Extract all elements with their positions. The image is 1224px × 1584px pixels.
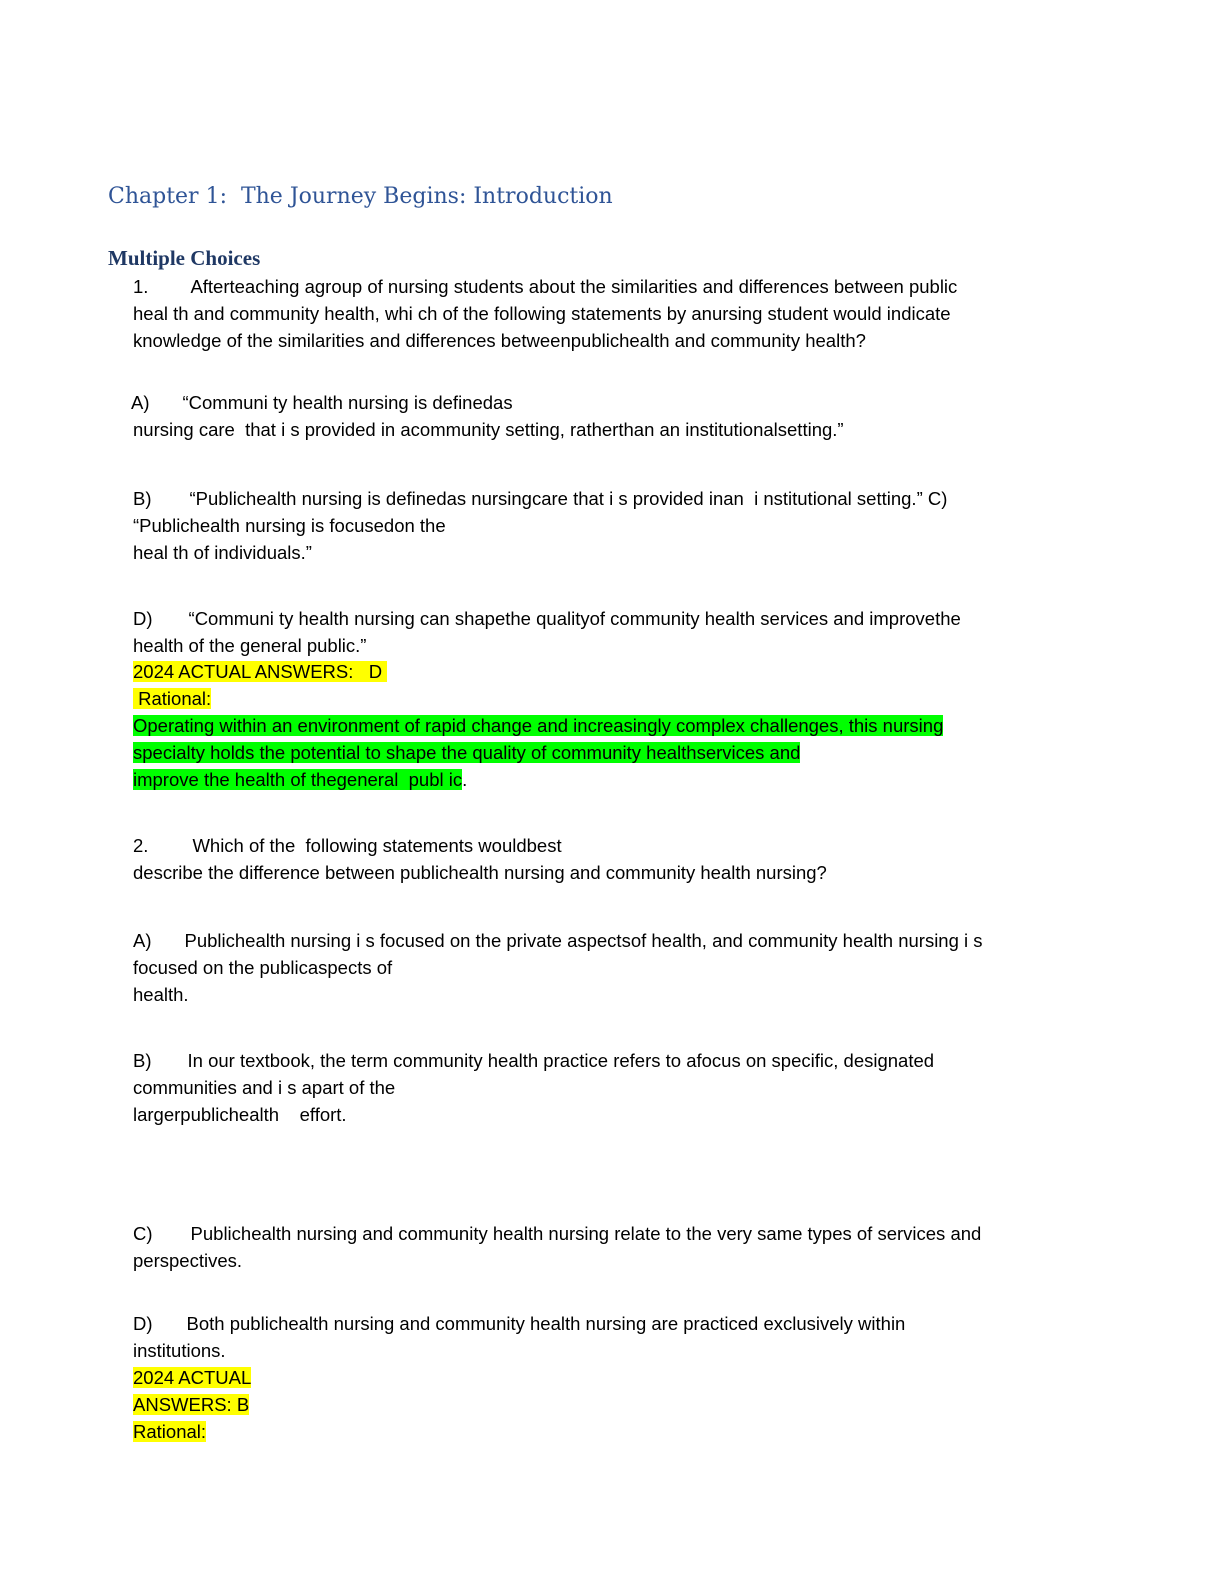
q1-rationale-text1: Operating within an environment of rapid change and increasingly complex challenges, this nursing bbox=[133, 715, 944, 736]
q1-option-a-line2: nursing care that i s provided in acommunity setting, ratherthan an institutionalsetting.” bbox=[133, 419, 844, 440]
q2-option-a-line2: focused on the publicaspects of bbox=[133, 957, 393, 978]
q1-rationale-label bbox=[133, 686, 211, 712]
q1-rationale-line1 bbox=[133, 713, 943, 739]
q2-option-a-line1 bbox=[133, 928, 983, 954]
q1-stem-text1: Afterteaching agroup of nursing students about the similarities and differences between public bbox=[190, 276, 958, 297]
q2-stem-text1: Which of the following statements wouldbest bbox=[192, 835, 562, 856]
q2-option-d-line2: institutions. bbox=[133, 1340, 226, 1361]
q2-option-b-line3: largerpublichealth effort. bbox=[133, 1104, 347, 1125]
q1-rationale-end: . bbox=[462, 769, 468, 790]
q2-option-a-line3: health. bbox=[133, 984, 189, 1005]
q1-stem-line1 bbox=[133, 274, 957, 300]
q2-option-a-text1: Publichealth nursing i s focused on the private aspectsof health, and community health nursing i s bbox=[184, 930, 983, 951]
q2-option-a-label: A) bbox=[133, 930, 152, 951]
q1-stem-line2: heal th and community health, whi ch of the following statements by anursing student would indicate bbox=[133, 303, 951, 324]
q2-answer-text1: 2024 ACTUAL bbox=[133, 1367, 252, 1388]
q2-option-c-text1: Publichealth nursing and community health nursing relate to the very same types of services and bbox=[190, 1223, 982, 1244]
q2-answer-line1 bbox=[133, 1365, 251, 1391]
q1-option-c-line1: “Publichealth nursing is focusedon the bbox=[133, 515, 446, 536]
q1-rationale-label-text: Rational: bbox=[133, 688, 212, 709]
q1-option-a-line1 bbox=[131, 390, 513, 416]
q2-option-b-line1 bbox=[133, 1048, 934, 1074]
q1-answer bbox=[133, 659, 387, 685]
q1-rationale-text3: improve the health of thegeneral publ ic bbox=[133, 769, 463, 790]
q1-rationale-line2 bbox=[133, 740, 800, 766]
q2-option-c-label: C) bbox=[133, 1223, 153, 1244]
q1-option-d-line1 bbox=[133, 606, 961, 632]
q2-option-d-text1: Both publichealth nursing and community health nursing are practiced exclusively within bbox=[186, 1313, 906, 1334]
q1-answer-text: 2024 ACTUAL ANSWERS: D bbox=[133, 661, 383, 682]
q2-stem-line1 bbox=[133, 833, 562, 859]
q1-rationale-text2: specialty holds the potential to shape the quality of community healthservices and bbox=[133, 742, 801, 763]
q1-option-d-label: D) bbox=[133, 608, 153, 629]
q1-rationale-line3 bbox=[133, 767, 467, 793]
q2-option-b-line2: communities and i s apart of the bbox=[133, 1077, 396, 1098]
q2-answer-text2: ANSWERS: B bbox=[133, 1394, 250, 1415]
q2-stem-line2: describe the difference between publichealth nursing and community health nursing? bbox=[133, 862, 827, 883]
q1-option-c-line2: heal th of individuals.” bbox=[133, 542, 312, 563]
q1-option-b-text1: “Publichealth nursing is definedas nursingcare that i s provided inan i nstitutional setting.” C) bbox=[189, 488, 948, 509]
q2-option-b-label: B) bbox=[133, 1050, 152, 1071]
chapter-title: Chapter 1: The Journey Begins: Introduction bbox=[108, 184, 613, 209]
q2-rationale-label bbox=[133, 1419, 206, 1445]
q1-stem-line3: knowledge of the similarities and differences betweenpublichealth and community health? bbox=[133, 330, 866, 351]
q1-option-d-line2: health of the general public.” bbox=[133, 635, 367, 656]
q1-number: 1. bbox=[133, 276, 149, 297]
q2-option-d-label: D) bbox=[133, 1313, 153, 1334]
q1-option-b-line1 bbox=[133, 486, 947, 512]
section-title: Multiple Choices bbox=[108, 246, 261, 270]
q2-option-b-text1: In our textbook, the term community health practice refers to afocus on specific, designated bbox=[187, 1050, 935, 1071]
q2-number: 2. bbox=[133, 835, 149, 856]
q2-option-c-line2: perspectives. bbox=[133, 1250, 242, 1271]
q1-option-b-label: B) bbox=[133, 488, 152, 509]
q1-option-a-text1: “Communi ty health nursing is definedas bbox=[182, 392, 513, 413]
q1-option-a-label: A) bbox=[131, 392, 150, 413]
q1-option-d-text1: “Communi ty health nursing can shapethe qualityof community health services and improvethe bbox=[188, 608, 961, 629]
q2-option-c-line1 bbox=[133, 1221, 981, 1247]
q2-rationale-label-text: Rational: bbox=[133, 1421, 207, 1442]
q2-option-d-line1 bbox=[133, 1311, 905, 1337]
q2-answer-line2 bbox=[133, 1392, 249, 1418]
